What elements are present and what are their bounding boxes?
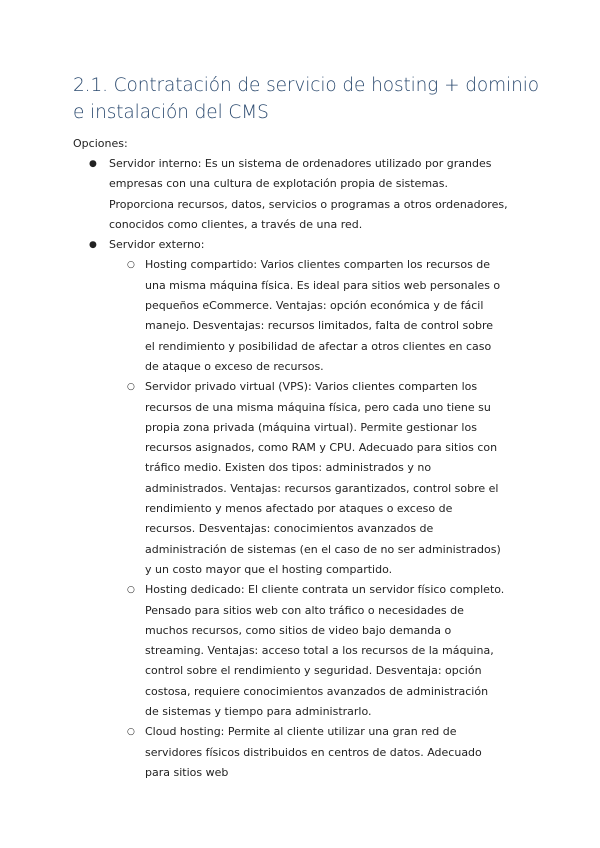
options-list bbox=[89, 154, 509, 783]
sub-list-item-text: Servidor privado virtual (VPS): Varios clientes comparten los recursos de una misma máquina física, pero cada uno tiene su propia zona privada (máquina virtual). Permite gestionar los recursos asignados, como RAM y CPU. Adecuado para sitios con tráfico medio. Existen dos tipos: administrados y no administrados. Ventajas: recursos garantizados, control sobre el rendimiento y menos afectado por ataques o exceso de recursos. Desventajas: conocimientos avanzados de administración de sistemas (en el caso de no ser administrados) y un costo mayor que el hosting compartido. bbox=[145, 380, 501, 576]
list-item-text: Servidor interno: Es un sistema de ordenadores utilizado por grandes empresas con una cultura de explotación propia de sistemas. Proporciona recursos, datos, servicios o programas a otros ordenadores, conocidos como clientes, a través de una red. bbox=[109, 157, 508, 231]
hollow-bullet-icon: ○ bbox=[127, 260, 135, 271]
hollow-bullet-icon: ○ bbox=[127, 727, 135, 738]
sub-list-item-text: Cloud hosting: Permite al cliente utilizar una gran red de servidores físicos distribuidos en centros de datos. Adecuado para sitios web bbox=[145, 725, 482, 779]
list-item-text: Servidor externo: bbox=[109, 238, 205, 252]
sub-list-item bbox=[127, 580, 505, 722]
sub-list-item-text: Hosting compartido: Varios clientes comparten los recursos de una misma máquina física. Es ideal para sitios web personales o pequeños eCommerce. Ventajas: opción económica y de fácil manejo. Desventajas: recursos limitados, falta de control sobre el rendimiento y posibilidad de afectar a otros clientes en caso de ataque o exceso de recursos. bbox=[145, 258, 501, 373]
sub-list-item bbox=[127, 722, 505, 783]
sub-list-item-text: Hosting dedicado: El cliente contrata un servidor físico completo. Pensado para sitios web con alto tráfico o necesidades de muchos recursos, como sitios de video bajo demanda o streaming. Ventajas: acceso total a los recursos de la máquina, control sobre el rendimiento y seguridad. Desventaja: opción costosa, requiere conocimientos avanzados de administración de sistemas y tiempo para administrarlo. bbox=[145, 583, 505, 719]
filled-bullet-icon: ● bbox=[89, 240, 97, 251]
sub-list-item bbox=[127, 255, 505, 377]
sub-options-list bbox=[109, 255, 505, 783]
hollow-bullet-icon: ○ bbox=[127, 585, 135, 596]
sub-list-item bbox=[127, 377, 505, 580]
intro-label: Opciones: bbox=[73, 137, 128, 150]
hollow-bullet-icon: ○ bbox=[127, 382, 135, 393]
list-item bbox=[89, 235, 509, 783]
section-heading: 2.1. Contratación de servicio de hosting + dominio e instalación del CMS bbox=[73, 75, 539, 123]
filled-bullet-icon: ● bbox=[89, 159, 97, 169]
list-item bbox=[89, 154, 509, 235]
